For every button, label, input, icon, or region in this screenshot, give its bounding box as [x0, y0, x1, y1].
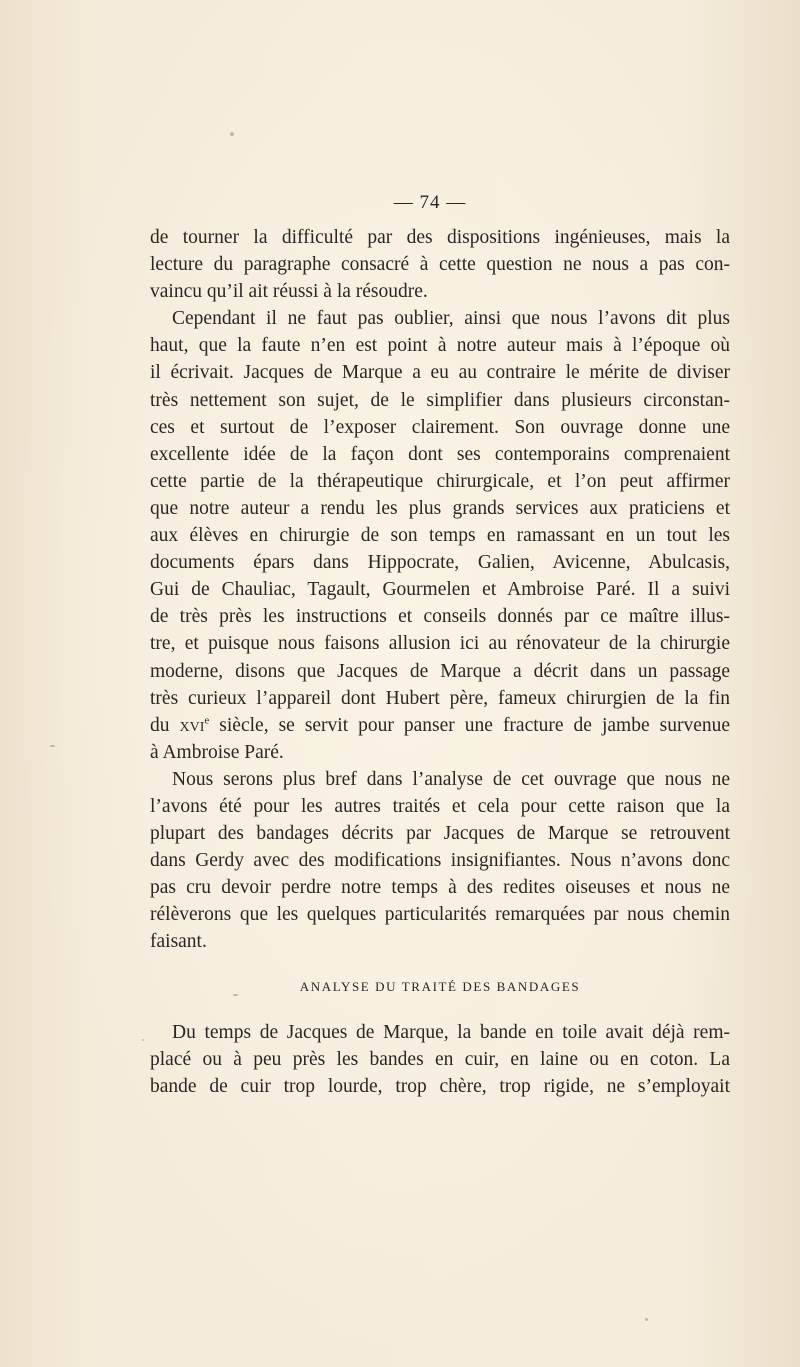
text-line: rélèverons que les quelques particularités remarquées par nous chemin: [150, 904, 730, 926]
main-text: [150, 224, 730, 956]
text-line: documents épars dans Hippocrate, Galien, Avicenne, Abulcasis,: [150, 552, 730, 574]
text-line: tre, et puisque nous faisons allusion ici au rénovateur de la chirurgie: [150, 633, 730, 655]
text-line: de très près les instructions et conseils donnés par ce maître illus-: [150, 606, 730, 628]
text-line: Gui de Chauliac, Tagault, Gourmelen et Ambroise Paré. Il a suivi: [150, 579, 730, 601]
text-line: excellente idée de la façon dont ses contemporains comprenaient: [150, 443, 730, 465]
paper-speck: [50, 745, 55, 747]
text-line: aux élèves en chirurgie de son temps en ramassant en un tout les: [150, 525, 730, 547]
section-text: [150, 1019, 730, 1100]
text-line: cette partie de la thérapeutique chirurgicale, et l’on peut affirmer: [150, 470, 730, 492]
text-line: à Ambroise Paré.: [150, 741, 284, 763]
text-line: lecture du paragraphe consacré à cette question ne nous a pas con-: [150, 254, 730, 276]
text-line: faisant.: [150, 931, 207, 953]
section-heading: ANALYSE DU TRAITÉ DES BANDAGES: [299, 979, 581, 994]
text-line: pas cru devoir perdre notre temps à des redites oiseuses et nous ne: [150, 877, 730, 899]
text-line: bande de cuir trop lourde, trop chère, trop rigide, ne s’employait: [150, 1076, 730, 1098]
text-line: il écrivait. Jacques de Marque a eu au contraire le mérite de diviser: [150, 362, 730, 384]
text-line: plupart des bandages décrits par Jacques de Marque se retrouvent: [150, 823, 730, 845]
text-line: dans Gerdy avec des modifications insignifiantes. Nous n’avons donc: [150, 850, 730, 872]
paper-speck: [230, 132, 234, 136]
text-line: de tourner la difficulté par des dispositions ingénieuses, mais la: [150, 227, 730, 248]
text-line: très nettement son sujet, de le simplifier dans plusieurs circonstan-: [150, 389, 730, 411]
text-line-century: [150, 712, 730, 739]
text-line: haut, que la faute n’en est point à notre auteur mais à l’époque où: [150, 335, 730, 357]
text-line: Nous serons plus bref dans l’analyse de cet ouvrage que nous ne: [172, 768, 730, 790]
text-line: ces et surtout de l’exposer clairement. Son ouvrage donne une: [150, 416, 730, 438]
century-prefix: du: [150, 714, 180, 736]
text-line: que notre auteur a rendu les plus grands services aux praticiens et: [150, 497, 730, 519]
century-numeral: xvi: [179, 714, 205, 736]
page-number: — 74 —: [393, 192, 467, 213]
text-line: très curieux l’appareil dont Hubert père, fameux chirurgien de la fin: [150, 687, 730, 709]
text-line: Du temps de Jacques de Marque, la bande en toile avait déjà rem-: [172, 1022, 730, 1043]
text-line: moderne, disons que Jacques de Marque a décrit dans un passage: [150, 660, 730, 682]
century-rest: siècle, se servit pour panser une fracture de jambe survenue: [209, 714, 731, 736]
text-line: placé ou à peu près les bandes en cuir, en laine ou en coton. La: [150, 1049, 730, 1071]
century-superscript: e: [204, 714, 210, 727]
paper-speck: [645, 1318, 648, 1321]
paper-speck: [142, 1039, 144, 1041]
text-line: l’avons été pour les autres traités et cela pour cette raison que la: [150, 795, 730, 817]
text-line: Cependant il ne faut pas oublier, ainsi que nous l’avons dit plus: [172, 308, 730, 330]
text-line: vaincu qu’il ait réussi à la résoudre.: [150, 281, 428, 303]
